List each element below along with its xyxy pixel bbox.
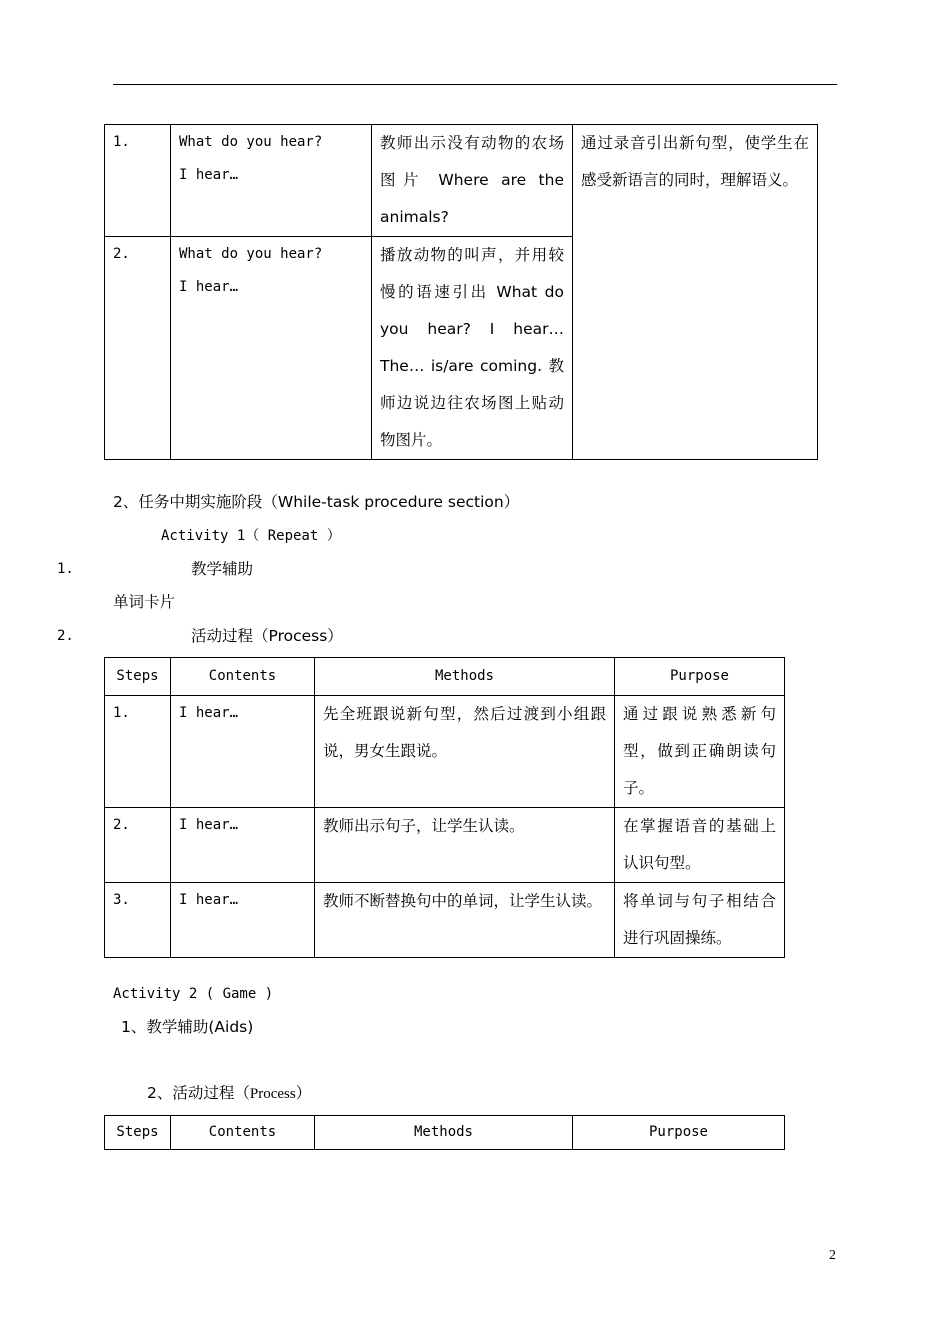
header-contents: Contents: [171, 658, 315, 696]
contents-cell: I hear…: [171, 808, 315, 883]
contents-cell: I hear…: [171, 696, 315, 808]
step-cell: 3.: [105, 883, 171, 958]
header-steps: Steps: [105, 658, 171, 696]
contents-line: What do you hear?: [179, 246, 323, 262]
list-number: 2.: [57, 628, 74, 644]
methods-cell: 教师不断替换句中的单词，让学生认读。: [315, 883, 615, 958]
contents-cell: [171, 125, 372, 237]
header-steps: Steps: [105, 1116, 171, 1150]
step-cell: 2.: [105, 808, 171, 883]
contents-line: What do you hear?: [179, 134, 323, 150]
activity1-title: Activity 1（ Repeat ）: [161, 528, 341, 544]
purpose-cell: 将单词与句子相结合进行巩固操练。: [615, 883, 785, 958]
aids-label: 教学辅助: [191, 560, 254, 578]
methods-cell: 先全班跟说新句型，然后过渡到小组跟说，男女生跟说。: [315, 696, 615, 808]
table-warmup: [104, 124, 818, 460]
aids-line: 1、教学辅助(Aids): [121, 1018, 254, 1036]
purpose-cell: 通过录音引出新句型，使学生在感受新语言的同时，理解语义。: [573, 125, 818, 460]
contents-cell: [171, 237, 372, 460]
table-activity2: [104, 1115, 785, 1150]
step-cell: 1.: [105, 696, 171, 808]
header-methods: Methods: [315, 1116, 573, 1150]
contents-line: I hear…: [179, 167, 239, 183]
header-methods: Methods: [315, 658, 615, 696]
header-contents: Contents: [171, 1116, 315, 1150]
table-header-row: [105, 1116, 785, 1150]
purpose-cell: 在掌握语音的基础上认识句型。: [615, 808, 785, 883]
aids-value: 单词卡片: [113, 593, 176, 611]
page-number: 2: [829, 1248, 836, 1263]
purpose-cell: 通过跟说熟悉新句型，做到正确朗读句子。: [615, 696, 785, 808]
list-number: 1.: [57, 561, 74, 577]
process-suffix: ）: [295, 1084, 312, 1102]
header-rule: [113, 84, 837, 85]
table-row: [105, 883, 785, 958]
table-row: [105, 808, 785, 883]
process-word: Process: [249, 1086, 296, 1102]
step-cell: 2.: [105, 237, 171, 460]
table-activity1: [104, 657, 785, 958]
process-label: 活动过程（Process）: [191, 627, 343, 645]
table-row: [105, 696, 785, 808]
contents-line: I hear…: [179, 279, 239, 295]
process-line: [147, 1083, 311, 1104]
methods-cell: 教师出示句子，让学生认读。: [315, 808, 615, 883]
activity2-title: Activity 2 ( Game ): [113, 986, 274, 1002]
methods-cell: 播放动物的叫声，并用较慢的语速引出 What do you hear? I hear… The… is/are coming. 教师边说边往农场图上贴动物图片。: [372, 237, 573, 460]
methods-cell: 教师出示没有动物的农场图片 Where are the animals?: [372, 125, 573, 237]
table-header-row: [105, 658, 785, 696]
header-purpose: Purpose: [615, 658, 785, 696]
section-heading: 2、任务中期实施阶段（While-task procedure section）: [113, 493, 520, 511]
process-prefix: 2、活动过程（: [147, 1084, 250, 1102]
table-row: [105, 125, 818, 237]
step-cell: 1.: [105, 125, 171, 237]
contents-cell: I hear…: [171, 883, 315, 958]
header-purpose: Purpose: [573, 1116, 785, 1150]
